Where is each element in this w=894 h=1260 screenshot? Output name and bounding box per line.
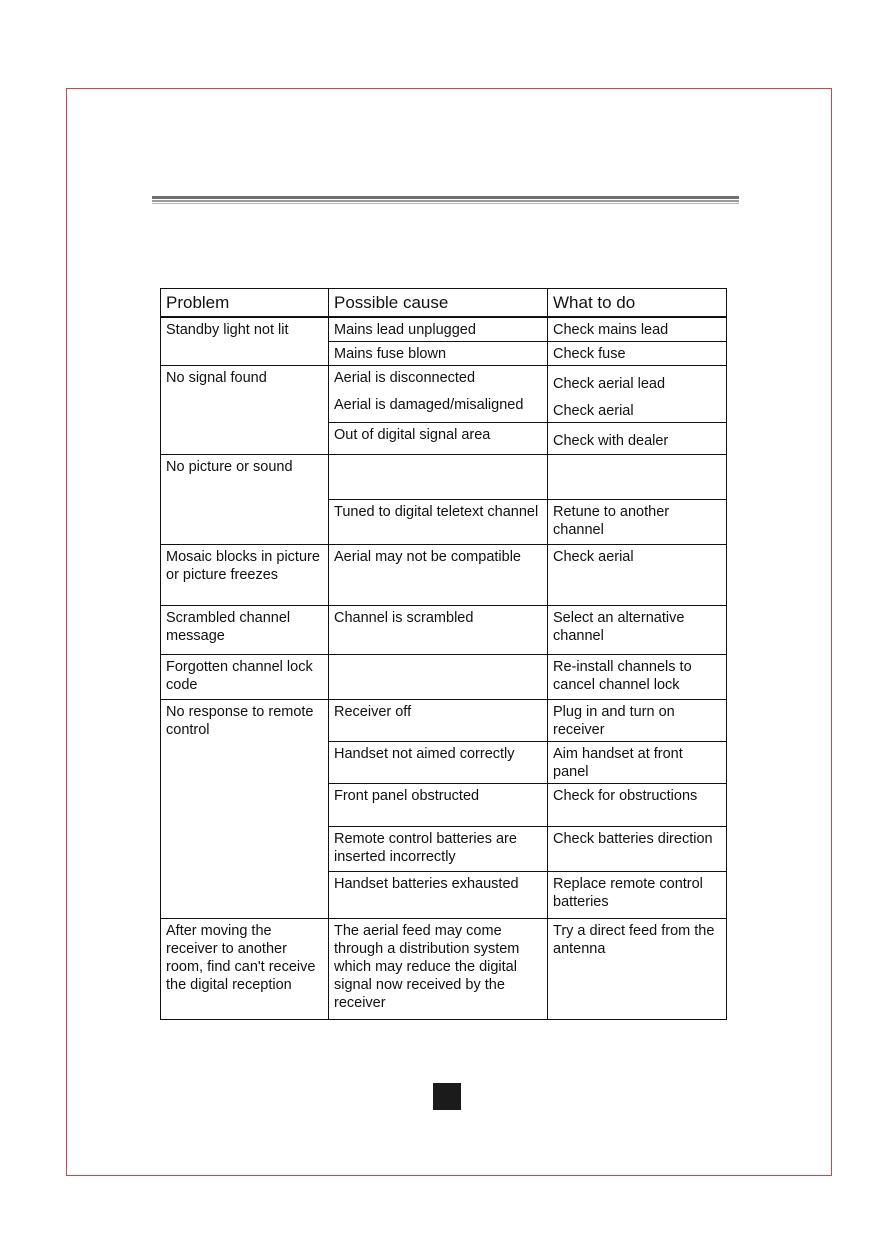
problem-cell: No response to remote control — [161, 699, 329, 918]
action-cell: Select an alternative channel — [548, 605, 727, 654]
header-problem: Problem — [161, 289, 329, 317]
cause-line: Aerial is disconnected — [334, 369, 476, 386]
table-row — [161, 605, 727, 654]
table-row — [161, 544, 727, 605]
action-cell: Replace remote control batteries — [548, 871, 727, 918]
problem-cell: Forgotten channel lock code — [161, 654, 329, 699]
action-cell: Aim handset at front panel — [548, 741, 727, 783]
header-rule — [152, 196, 739, 205]
cause-cell: Receiver off — [329, 699, 548, 741]
action-cell: Check for obstructions — [548, 783, 727, 826]
cause-cell: Front panel obstructed — [329, 783, 548, 826]
table-row — [161, 918, 727, 1019]
cause-cell: Handset batteries exhausted — [329, 871, 548, 918]
table-row — [161, 654, 727, 699]
problem-cell: Scrambled channel message — [161, 605, 329, 654]
action-line: Check aerial — [553, 402, 634, 419]
cause-cell — [329, 654, 548, 699]
cause-cell: Aerial may not be compatible — [329, 544, 548, 605]
cause-cell: Out of digital signal area — [329, 422, 548, 454]
action-cell: Check fuse — [548, 341, 727, 365]
action-cell — [548, 365, 727, 422]
cause-cell: Mains fuse blown — [329, 341, 548, 365]
action-cell — [548, 454, 727, 499]
cause-cell: The aerial feed may come through a distribution system which may reduce the digital signal now received by the receiver — [329, 918, 548, 1019]
table-header-row — [161, 289, 727, 317]
problem-cell: No signal found — [161, 365, 329, 454]
cause-cell: Channel is scrambled — [329, 605, 548, 654]
problem-cell: Standby light not lit — [161, 317, 329, 366]
header-what-to-do: What to do — [548, 289, 727, 317]
cause-cell — [329, 365, 548, 422]
problem-cell: After moving the receiver to another room, find can't receive the digital reception — [161, 918, 329, 1019]
header-possible-cause: Possible cause — [329, 289, 548, 317]
cause-line: Aerial is damaged/misaligned — [334, 396, 524, 413]
action-cell: Check batteries direction — [548, 826, 727, 871]
action-cell: Re-install channels to cancel channel lock — [548, 654, 727, 699]
cause-cell — [329, 454, 548, 499]
action-cell: Plug in and turn on receiver — [548, 699, 727, 741]
cause-cell: Mains lead unplugged — [329, 317, 548, 342]
problem-cell: No picture or sound — [161, 454, 329, 544]
action-cell: Try a direct feed from the antenna — [548, 918, 727, 1019]
action-cell: Retune to another channel — [548, 499, 727, 544]
table-row — [161, 365, 727, 422]
problem-cell: Mosaic blocks in picture or picture freezes — [161, 544, 329, 605]
action-cell: Check mains lead — [548, 317, 727, 342]
cause-cell: Remote control batteries are inserted incorrectly — [329, 826, 548, 871]
cause-cell: Handset not aimed correctly — [329, 741, 548, 783]
table-row — [161, 317, 727, 342]
table-row — [161, 699, 727, 741]
table-row — [161, 454, 727, 499]
cause-cell: Tuned to digital teletext channel — [329, 499, 548, 544]
action-cell: Check with dealer — [548, 422, 727, 454]
action-line: Check aerial lead — [553, 375, 666, 392]
action-cell: Check aerial — [548, 544, 727, 605]
page-number-box — [433, 1083, 461, 1110]
troubleshooting-table — [160, 288, 727, 1020]
